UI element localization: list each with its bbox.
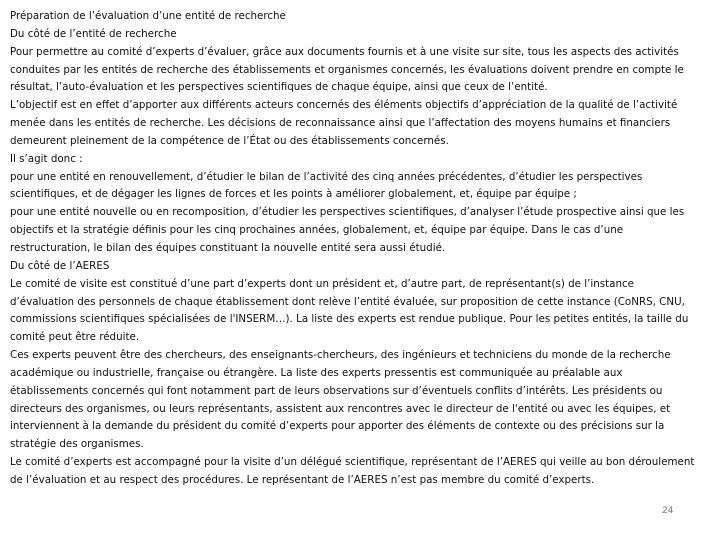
paragraph: L’objectif est en effet d’apporter aux différents acteurs concernés des éléments objectifs d’appréciation de la qualité de l’activité menée dans les entités de recherche. Les décisions de reconnaissance ainsi que l’affectation des moyens humains et financiers demeurent pleinement de la compétence de l’État ou des établissements concernés. [10,99,678,147]
page-number: 24 [662,506,674,516]
paragraph: Pour permettre au comité d’experts d’évaluer, grâce aux documents fournis et à une visite sur site, tous les aspects des activités conduites par les entités de recherche des établissements et organismes concernés, les évaluations doivent prendre en compte le résultat, l’auto-évaluation et les perspectives scientifiques de chaque équipe, ainsi que ceux de l’entité. [10,45,684,94]
paragraph: Ces experts peuvent être des chercheurs, des enseignants-chercheurs, des ingénieurs et techniciens du monde de la recherche académique ou industrielle, française ou étrangère. La liste des experts pressentis est communiquée au préalable aux établissements concernés qui font notamment part de leurs observations sur d’éventuels conflits d’intérêts. Les présidents ou directeurs des organismes, ou leurs représentants, assistent aux rencontres avec le directeur de l'entité ou avec les équipes, et interviennent à la demande du président du comité d’experts pour apporter des éléments de contexte ou des précisions sur la stratégie des organismes. [10,349,671,451]
list-item: pour une entité en renouvellement, d’étudier le bilan de l’activité des cinq années précédentes, d’étudier les perspectives scientifiques, et de dégager les lignes de forces et les points à améliorer globalement, et, équipe par équipe ; [10,170,643,201]
paragraph: Il s’agit donc : [10,152,83,165]
section-heading-entity: Du côté de l’entité de recherche [10,27,177,40]
paragraph: Le comité de visite est constitué d’une part d’experts dont un président et, d’autre part, de représentant(s) de l’instance d’évaluation des personnels de chaque établissement dont relève l’entité évaluée, sur proposition de cette instance (CoNRS, CNU, commissions scientifiques spécialisées de l'INSERM…). La liste des experts est rendue publique. Pour les petites entités, la taille du comité peut être réduite. [10,277,689,344]
paragraph: Le comité d’experts est accompagné pour la visite d’un délégué scientifique, représentant de l’AERES qui veille au bon déroulement de l’évaluation et au respect des procédures. Le représentant de l’AERES n’est pas membre du comité d’experts. [10,456,695,486]
document-body [10,8,700,490]
section-heading-aeres: Du côté de l’AERES [10,259,110,272]
document-title: Préparation de l’évaluation d’une entité de recherche [10,10,286,22]
list-item: pour une entité nouvelle ou en recomposition, d’étudier les perspectives scientifiques, d’analyser l’étude prospective ainsi que les objectifs et la stratégie définis pour les cinq prochaines années, globalement, et, équipe par équipe. Dans le cas d’une restructuration, le bilan des équipes constituant la nouvelle entité sera aussi étudié. [10,206,685,254]
